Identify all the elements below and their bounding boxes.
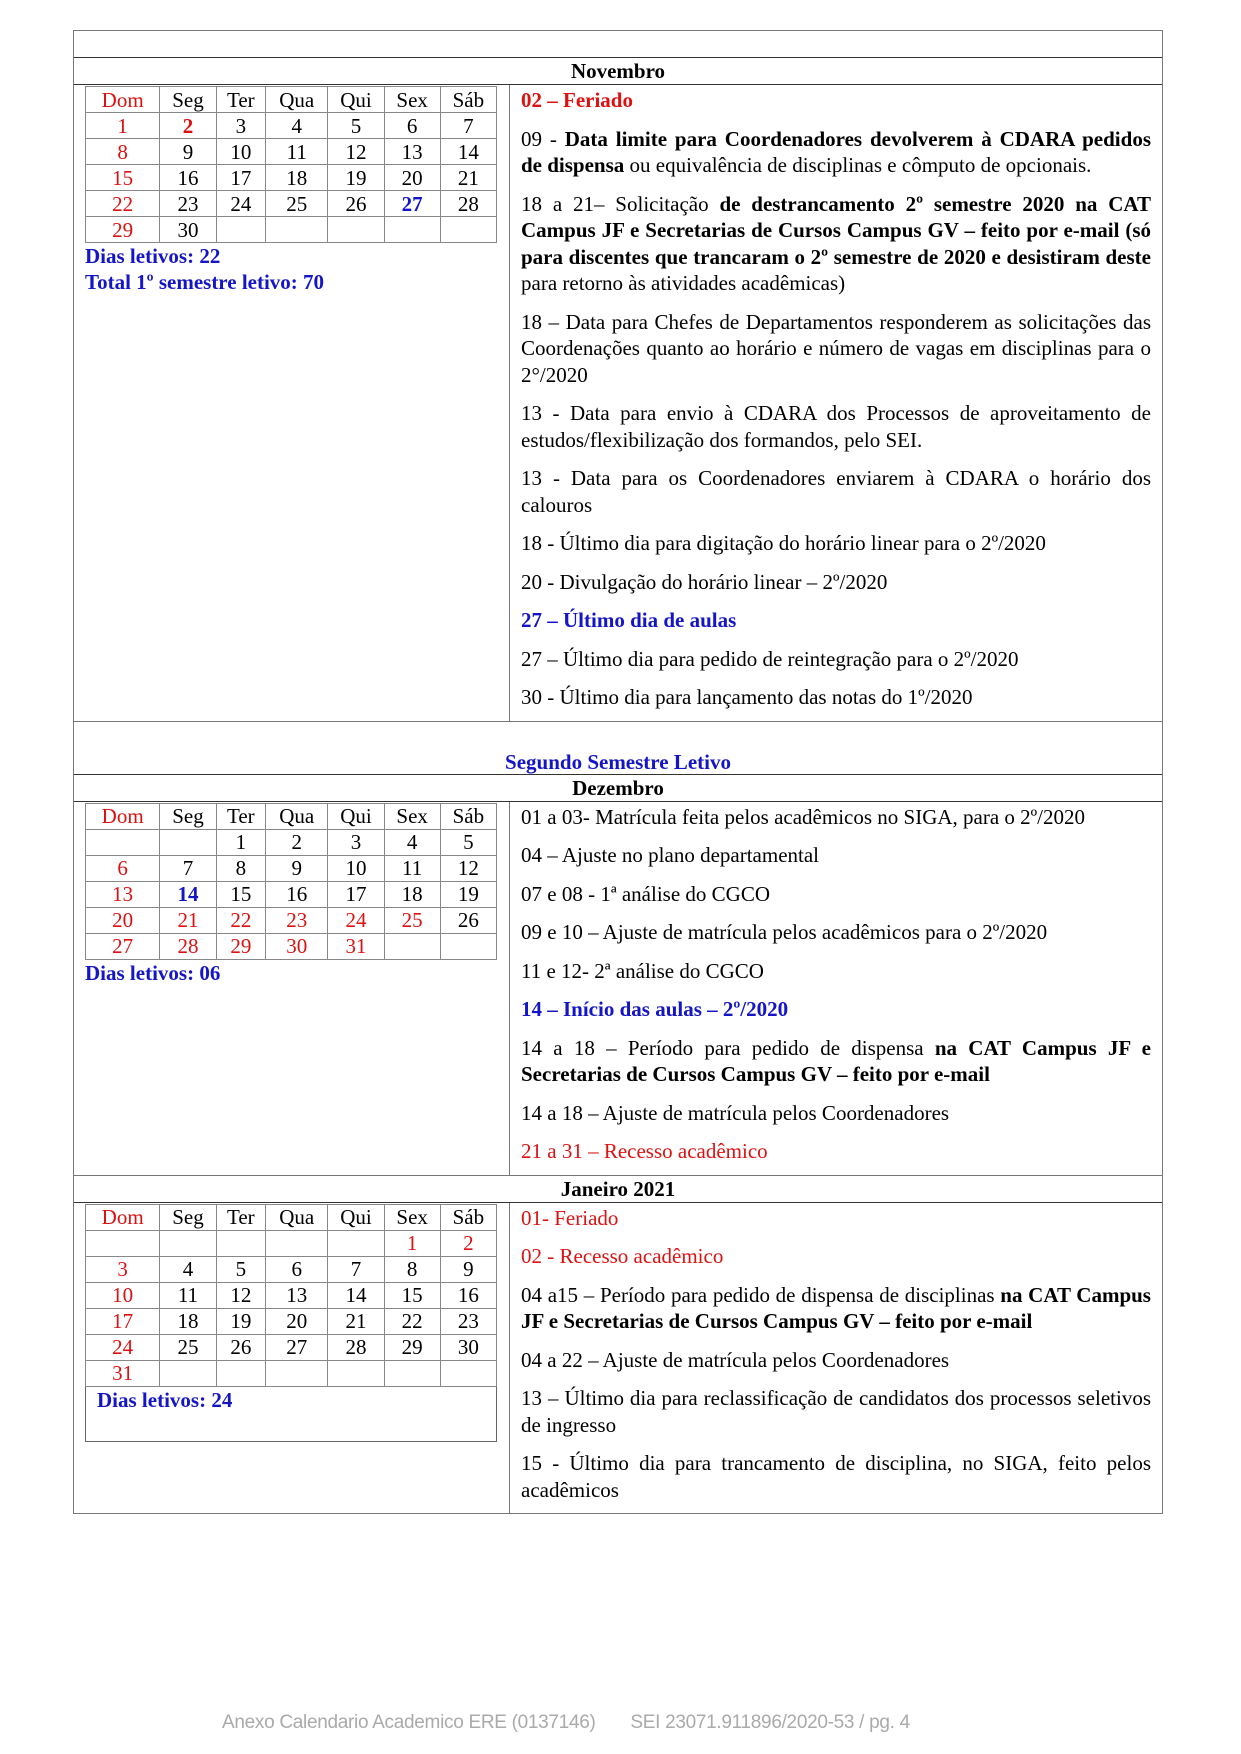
empty-day-cell bbox=[384, 217, 440, 243]
week-row bbox=[86, 933, 497, 959]
empty-day-cell bbox=[86, 1230, 160, 1256]
calendar-column bbox=[74, 85, 510, 721]
day-cell: 18 bbox=[160, 1308, 216, 1334]
day-cell: 27 bbox=[86, 933, 160, 959]
day-cell: 25 bbox=[266, 191, 328, 217]
day-cell: 4 bbox=[266, 113, 328, 139]
weekday-header-row bbox=[86, 803, 497, 829]
event-text: 07 e 08 - 1ª análise do CGCO bbox=[521, 881, 771, 906]
day-cell: 12 bbox=[440, 855, 496, 881]
weekday-label: Ter bbox=[216, 87, 266, 113]
calendar-event bbox=[521, 1450, 1151, 1503]
day-cell: 10 bbox=[216, 139, 266, 165]
weekday-label: Ter bbox=[216, 803, 266, 829]
day-cell: 11 bbox=[384, 855, 440, 881]
calendar-event bbox=[521, 607, 1151, 634]
day-cell: 1 bbox=[86, 113, 160, 139]
day-cell: 14 bbox=[160, 881, 216, 907]
empty-day-cell bbox=[384, 1360, 440, 1386]
event-text: 14 a 18 – Período para pedido de dispensa bbox=[521, 1035, 935, 1060]
calendar-event bbox=[521, 958, 1151, 985]
day-cell: 24 bbox=[86, 1334, 160, 1360]
day-cell: 8 bbox=[216, 855, 266, 881]
day-cell: 26 bbox=[440, 907, 496, 933]
event-text: 14 – Início das aulas – 2º/2020 bbox=[521, 997, 789, 1021]
day-cell: 28 bbox=[328, 1334, 384, 1360]
day-cell: 7 bbox=[328, 1256, 384, 1282]
calendar-event bbox=[521, 919, 1151, 946]
empty-day-cell bbox=[440, 1360, 496, 1386]
day-cell: 8 bbox=[384, 1256, 440, 1282]
event-text: 09 e 10 – Ajuste de matrícula pelos acadêmicos para o 2º/2020 bbox=[521, 920, 1048, 944]
week-row bbox=[86, 1334, 497, 1360]
week-row bbox=[86, 1282, 497, 1308]
day-cell: 20 bbox=[384, 165, 440, 191]
calendar-document-table bbox=[73, 30, 1163, 1514]
day-cell: 3 bbox=[216, 113, 266, 139]
day-cell: 13 bbox=[266, 1282, 328, 1308]
event-text: 11 e 12- 2ª análise do CGCO bbox=[521, 958, 764, 983]
day-cell: 7 bbox=[160, 855, 216, 881]
day-cell: 7 bbox=[440, 113, 496, 139]
day-cell: 23 bbox=[160, 191, 216, 217]
weekday-label: Qui bbox=[328, 87, 384, 113]
semester-total: Total 1º semestre letivo: 70 bbox=[85, 270, 325, 294]
weekday-label: Seg bbox=[160, 87, 216, 113]
day-cell: 29 bbox=[86, 217, 160, 243]
calendar-event bbox=[521, 1035, 1151, 1088]
empty-day-cell bbox=[216, 1360, 266, 1386]
footer-document-name: Anexo Calendario Academico ERE (0137146) bbox=[222, 1712, 596, 1733]
day-cell: 28 bbox=[440, 191, 496, 217]
calendar-event bbox=[521, 1205, 1151, 1232]
event-text: 15 - Último dia para trancamento de disciplina, no SIGA, feito pelos acadêmicos bbox=[521, 1451, 1151, 1502]
week-row bbox=[86, 113, 497, 139]
empty-day-cell bbox=[328, 1360, 384, 1386]
calendar-event bbox=[521, 842, 1151, 869]
day-cell: 31 bbox=[86, 1360, 160, 1386]
empty-day-cell bbox=[216, 1230, 266, 1256]
day-cell: 24 bbox=[216, 191, 266, 217]
event-text: 02 – Feriado bbox=[521, 88, 633, 112]
day-cell: 1 bbox=[216, 829, 266, 855]
day-cell: 27 bbox=[266, 1334, 328, 1360]
day-cell: 14 bbox=[328, 1282, 384, 1308]
mini-calendar-january bbox=[85, 1204, 497, 1387]
day-cell: 15 bbox=[86, 165, 160, 191]
week-row bbox=[86, 881, 497, 907]
day-cell: 9 bbox=[440, 1256, 496, 1282]
event-text: 04 – Ajuste no plano departamental bbox=[521, 843, 820, 867]
calendar-event bbox=[521, 881, 1151, 908]
calendar-event bbox=[521, 1138, 1151, 1165]
weekday-label: Dom bbox=[86, 87, 160, 113]
weekday-label: Sáb bbox=[440, 87, 496, 113]
day-cell: 28 bbox=[160, 933, 216, 959]
calendar-event bbox=[521, 191, 1151, 297]
day-cell: 18 bbox=[266, 165, 328, 191]
empty-day-cell bbox=[160, 829, 216, 855]
event-text: 09 - bbox=[521, 126, 565, 151]
empty-day-cell bbox=[384, 933, 440, 959]
day-cell: 18 bbox=[384, 881, 440, 907]
day-cell: 30 bbox=[160, 217, 216, 243]
day-cell: 12 bbox=[328, 139, 384, 165]
empty-header-row bbox=[74, 31, 1162, 58]
event-text: 20 - Divulgação do horário linear – 2º/2020 bbox=[521, 569, 888, 594]
event-text: 14 a 18 – Ajuste de matrícula pelos Coordenadores bbox=[521, 1100, 950, 1125]
week-row bbox=[86, 139, 497, 165]
dias-letivos: Dias letivos: 22 bbox=[85, 244, 221, 268]
weekday-label: Qua bbox=[266, 1204, 328, 1230]
day-cell: 29 bbox=[384, 1334, 440, 1360]
calendar-event bbox=[521, 1243, 1151, 1270]
calendar-event bbox=[521, 996, 1151, 1023]
day-cell: 26 bbox=[328, 191, 384, 217]
day-cell: 31 bbox=[328, 933, 384, 959]
weekday-header-row bbox=[86, 1204, 497, 1230]
calendar-event bbox=[521, 569, 1151, 596]
empty-day-cell bbox=[266, 1230, 328, 1256]
day-cell: 10 bbox=[328, 855, 384, 881]
event-text: 30 - Último dia para lançamento das notas do 1º/2020 bbox=[521, 685, 973, 709]
calendar-event bbox=[521, 1347, 1151, 1374]
day-cell: 24 bbox=[328, 907, 384, 933]
dias-letivos-box bbox=[85, 1387, 497, 1442]
event-text: 01- Feriado bbox=[521, 1205, 619, 1230]
event-text: 21 a 31 – Recesso acadêmico bbox=[521, 1139, 768, 1163]
day-cell: 16 bbox=[160, 165, 216, 191]
calendar-event bbox=[521, 400, 1151, 453]
weekday-label: Qua bbox=[266, 803, 328, 829]
day-cell: 30 bbox=[266, 933, 328, 959]
mini-calendar-november bbox=[85, 86, 497, 243]
empty-day-cell bbox=[328, 1230, 384, 1256]
weekday-label: Qua bbox=[266, 87, 328, 113]
empty-day-cell bbox=[160, 1230, 216, 1256]
day-cell: 11 bbox=[160, 1282, 216, 1308]
day-cell: 9 bbox=[266, 855, 328, 881]
event-text: 13 - Data para os Coordenadores enviarem à CDARA o horário dos calouros bbox=[521, 466, 1151, 517]
calendar-column bbox=[74, 802, 510, 1175]
day-cell: 15 bbox=[384, 1282, 440, 1308]
weekday-label: Sex bbox=[384, 803, 440, 829]
calendar-event bbox=[521, 465, 1151, 518]
footer-page-reference: SEI 23071.911896/2020-53 / pg. 4 bbox=[630, 1712, 910, 1733]
day-cell: 29 bbox=[216, 933, 266, 959]
calendar-event bbox=[521, 530, 1151, 557]
calendar-event bbox=[521, 1100, 1151, 1127]
event-text: 18 - Último dia para digitação do horário linear para o 2º/2020 bbox=[521, 531, 1046, 555]
week-row bbox=[86, 855, 497, 881]
event-text: para retorno às atividades acadêmicas) bbox=[521, 271, 846, 295]
event-text: de destrancamento 2º semestre 2020 na CAT Campus JF e Secretarias de Cursos Campus GV – feito por e-mail (só para discentes que trancaram o 2º semestre de 2020 e desistiram deste bbox=[521, 191, 1151, 269]
calendar-event bbox=[521, 804, 1151, 831]
event-text: 04 a15 – Período para pedido de dispensa de disciplinas bbox=[521, 1282, 1001, 1307]
empty-day-cell bbox=[328, 217, 384, 243]
event-text: 02 - Recesso acadêmico bbox=[521, 1244, 724, 1268]
month-section-november bbox=[74, 85, 1162, 722]
calendar-event bbox=[521, 684, 1151, 711]
day-cell: 9 bbox=[160, 139, 216, 165]
calendar-column bbox=[74, 1203, 510, 1514]
weekday-header-row bbox=[86, 87, 497, 113]
event-text: 18 – Data para Chefes de Departamentos responderem as solicitações das Coordenações quanto ao horário e número de vagas em disciplinas para o 2°/2020 bbox=[521, 309, 1151, 387]
day-cell: 3 bbox=[86, 1256, 160, 1282]
day-cell: 2 bbox=[440, 1230, 496, 1256]
calendar-event bbox=[521, 1385, 1151, 1438]
day-cell: 6 bbox=[86, 855, 160, 881]
day-cell: 10 bbox=[86, 1282, 160, 1308]
event-text: 18 a 21– Solicitação bbox=[521, 191, 720, 216]
day-cell: 17 bbox=[328, 881, 384, 907]
day-cell: 12 bbox=[216, 1282, 266, 1308]
event-text: na CAT Campus JF e Secretarias de Cursos Campus GV – feito por e-mail bbox=[521, 1282, 1151, 1333]
event-text: Data limite para Coordenadores devolverem à CDARA pedidos de dispensa bbox=[521, 126, 1151, 177]
day-cell: 27 bbox=[384, 191, 440, 217]
week-row bbox=[86, 829, 497, 855]
day-cell: 19 bbox=[328, 165, 384, 191]
calendar-event bbox=[521, 1282, 1151, 1335]
day-cell: 21 bbox=[328, 1308, 384, 1334]
week-row bbox=[86, 1256, 497, 1282]
page-footer bbox=[222, 1712, 910, 1734]
empty-day-cell bbox=[440, 217, 496, 243]
day-cell: 23 bbox=[440, 1308, 496, 1334]
dias-letivos: Dias letivos: 06 bbox=[85, 960, 221, 985]
empty-day-cell bbox=[86, 829, 160, 855]
week-row bbox=[86, 191, 497, 217]
event-text: na CAT Campus JF e Secretarias de Cursos Campus GV – feito por e-mail bbox=[521, 1035, 1151, 1086]
day-cell: 8 bbox=[86, 139, 160, 165]
week-row bbox=[86, 165, 497, 191]
day-cell: 13 bbox=[384, 139, 440, 165]
mini-calendar-december bbox=[85, 803, 497, 960]
weekday-label: Sáb bbox=[440, 803, 496, 829]
day-cell: 16 bbox=[266, 881, 328, 907]
day-cell: 22 bbox=[216, 907, 266, 933]
week-row bbox=[86, 1308, 497, 1334]
event-text: 13 - Data para envio à CDARA dos Processos de aproveitamento de estudos/flexibilização dos formandos, pelo SEI. bbox=[521, 401, 1151, 452]
day-cell: 19 bbox=[216, 1308, 266, 1334]
day-cell: 20 bbox=[86, 907, 160, 933]
weekday-label: Seg bbox=[160, 803, 216, 829]
day-cell: 2 bbox=[160, 113, 216, 139]
day-cell: 5 bbox=[328, 113, 384, 139]
day-cell: 19 bbox=[440, 881, 496, 907]
second-semester-title: Segundo Semestre Letivo bbox=[74, 722, 1162, 775]
day-cell: 26 bbox=[216, 1334, 266, 1360]
day-cell: 1 bbox=[384, 1230, 440, 1256]
day-cell: 3 bbox=[328, 829, 384, 855]
day-cell: 17 bbox=[216, 165, 266, 191]
day-cell: 6 bbox=[266, 1256, 328, 1282]
day-cell: 5 bbox=[440, 829, 496, 855]
calendar-event bbox=[521, 309, 1151, 389]
day-cell: 4 bbox=[160, 1256, 216, 1282]
day-cell: 4 bbox=[384, 829, 440, 855]
day-cell: 25 bbox=[384, 907, 440, 933]
event-text: 27 – Último dia para pedido de reintegração para o 2º/2020 bbox=[521, 646, 1019, 671]
day-cell: 16 bbox=[440, 1282, 496, 1308]
weekday-label: Qui bbox=[328, 803, 384, 829]
day-cell: 2 bbox=[266, 829, 328, 855]
empty-day-cell bbox=[266, 1360, 328, 1386]
empty-day-cell bbox=[440, 933, 496, 959]
weekday-label: Qui bbox=[328, 1204, 384, 1230]
weekday-label: Seg bbox=[160, 1204, 216, 1230]
day-cell: 13 bbox=[86, 881, 160, 907]
weekday-label: Sáb bbox=[440, 1204, 496, 1230]
event-text: 01 a 03- Matrícula feita pelos acadêmicos no SIGA, para o 2º/2020 bbox=[521, 804, 1086, 829]
day-cell: 15 bbox=[216, 881, 266, 907]
calendar-event bbox=[521, 87, 1151, 114]
weekday-label: Dom bbox=[86, 1204, 160, 1230]
day-cell: 20 bbox=[266, 1308, 328, 1334]
empty-day-cell bbox=[160, 1360, 216, 1386]
event-text: 13 – Último dia para reclassificação de candidatos dos processos seletivos de ingresso bbox=[521, 1386, 1151, 1437]
day-cell: 22 bbox=[86, 191, 160, 217]
weekday-label: Dom bbox=[86, 803, 160, 829]
week-row bbox=[86, 1230, 497, 1256]
event-text: 27 – Último dia de aulas bbox=[521, 608, 737, 632]
events-list-december bbox=[510, 802, 1162, 1175]
month-title-january: Janeiro 2021 bbox=[74, 1176, 1162, 1203]
month-section-december bbox=[74, 802, 1162, 1176]
day-cell: 25 bbox=[160, 1334, 216, 1360]
month-section-january bbox=[74, 1203, 1162, 1514]
calendar-event bbox=[521, 646, 1151, 673]
weekday-label: Sex bbox=[384, 1204, 440, 1230]
dias-letivos: Dias letivos: 24 bbox=[97, 1387, 233, 1412]
events-list-january bbox=[510, 1203, 1162, 1514]
day-cell: 22 bbox=[384, 1308, 440, 1334]
month-title-december: Dezembro bbox=[74, 775, 1162, 802]
day-cell: 11 bbox=[266, 139, 328, 165]
weekday-label: Ter bbox=[216, 1204, 266, 1230]
day-cell: 5 bbox=[216, 1256, 266, 1282]
event-text: 04 a 22 – Ajuste de matrícula pelos Coordenadores bbox=[521, 1347, 950, 1372]
weekday-label: Sex bbox=[384, 87, 440, 113]
day-cell: 6 bbox=[384, 113, 440, 139]
day-cell: 21 bbox=[160, 907, 216, 933]
day-cell: 23 bbox=[266, 907, 328, 933]
events-list-november bbox=[510, 85, 1162, 721]
day-cell: 21 bbox=[440, 165, 496, 191]
calendar-event bbox=[521, 126, 1151, 179]
week-row bbox=[86, 907, 497, 933]
day-cell: 14 bbox=[440, 139, 496, 165]
day-cell: 30 bbox=[440, 1334, 496, 1360]
empty-day-cell bbox=[216, 217, 266, 243]
event-text: ou equivalência de disciplinas e cômputo de opcionais. bbox=[624, 153, 1092, 177]
week-row bbox=[86, 1360, 497, 1386]
week-row bbox=[86, 217, 497, 243]
day-cell: 17 bbox=[86, 1308, 160, 1334]
month-title-november: Novembro bbox=[74, 58, 1162, 85]
empty-day-cell bbox=[266, 217, 328, 243]
